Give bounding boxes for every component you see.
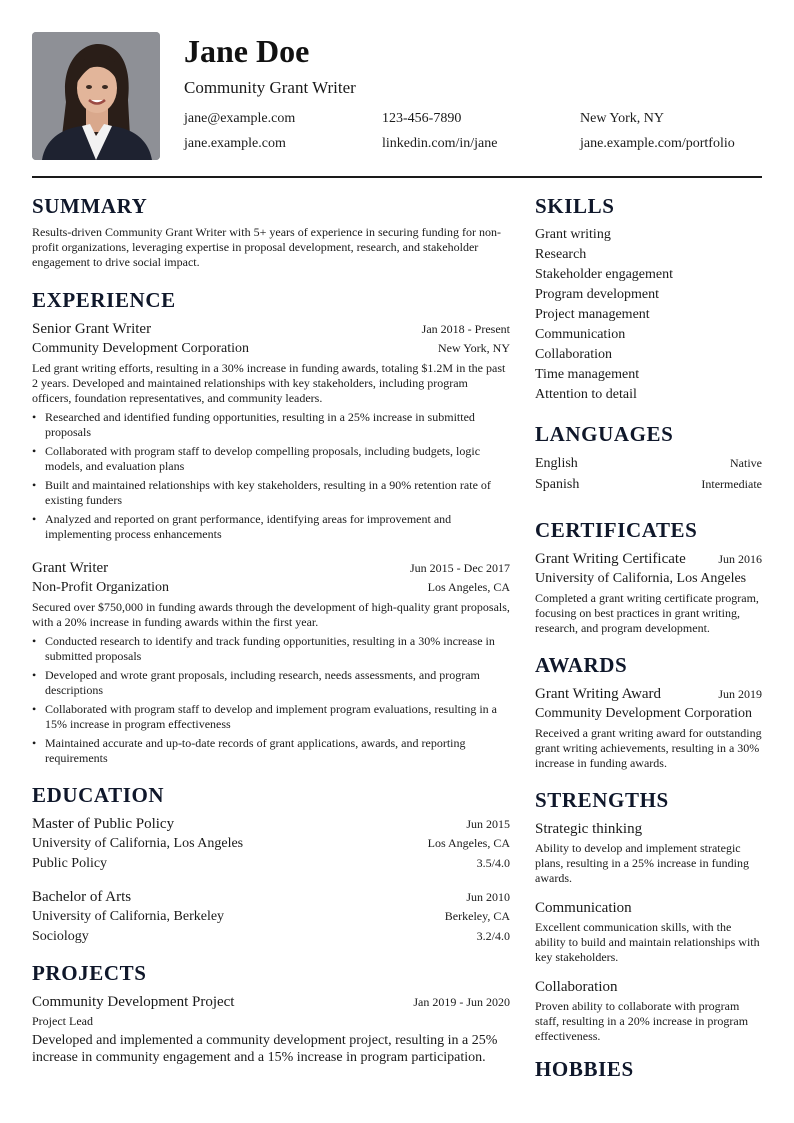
certificate-name: Grant Writing Certificate bbox=[535, 551, 686, 567]
projects-heading: PROJECTS bbox=[32, 961, 147, 985]
strengths-heading: STRENGTHS bbox=[535, 788, 669, 812]
company-name: Non-Profit Organization bbox=[32, 580, 169, 595]
job-title: Grant Writer bbox=[32, 560, 109, 576]
candidate-title: Community Grant Writer bbox=[184, 78, 356, 97]
experience-heading: EXPERIENCE bbox=[32, 288, 176, 312]
language-item bbox=[535, 453, 762, 474]
job-title: Senior Grant Writer bbox=[32, 321, 152, 337]
job-bullets bbox=[32, 410, 510, 542]
graduation-date: Jun 2010 bbox=[466, 890, 510, 904]
education-item bbox=[32, 814, 510, 874]
award-issuer: Community Development Corporation bbox=[535, 706, 752, 721]
language-level: Native bbox=[730, 456, 762, 470]
education-item bbox=[32, 887, 510, 947]
certificate-date: Jun 2016 bbox=[718, 552, 762, 566]
certificates-heading: CERTIFICATES bbox=[535, 518, 698, 542]
location: New York, NY bbox=[580, 111, 665, 126]
job-dates: Jan 2018 - Present bbox=[421, 322, 510, 336]
strength-name: Collaboration bbox=[535, 979, 618, 995]
education-heading: EDUCATION bbox=[32, 783, 165, 807]
project-name: Community Development Project bbox=[32, 994, 235, 1010]
job-summary: Secured over $750,000 in funding awards through the development of high-quality grant proposals, with a 20% increase in funding awards within the first year. bbox=[32, 600, 510, 629]
skill-item: Grant writing bbox=[535, 227, 611, 242]
summary-heading: SUMMARY bbox=[32, 194, 148, 218]
degree-name: Bachelor of Arts bbox=[32, 889, 132, 905]
field-of-study: Sociology bbox=[32, 929, 89, 944]
school-name: University of California, Berkeley bbox=[32, 909, 225, 924]
certificate-item bbox=[535, 549, 762, 636]
company-name: Community Development Corporation bbox=[32, 341, 249, 356]
skill-item: Attention to detail bbox=[535, 387, 637, 402]
project-role: Project Lead bbox=[32, 1014, 93, 1028]
job-location: Los Angeles, CA bbox=[427, 580, 510, 594]
gpa: 3.2/4.0 bbox=[476, 929, 510, 943]
language-level: Intermediate bbox=[701, 477, 762, 491]
award-description: Received a grant writing award for outstanding grant writing achievements, resulting in a 30% increase in funding awards. bbox=[535, 726, 762, 770]
job-location: New York, NY bbox=[437, 341, 510, 355]
language-item bbox=[535, 474, 762, 495]
project-item bbox=[32, 992, 510, 1066]
skill-item: Program development bbox=[535, 287, 660, 302]
certificate-issuer: University of California, Los Angeles bbox=[535, 571, 747, 586]
job-bullets bbox=[32, 634, 510, 766]
website-link[interactable]: jane.example.com bbox=[184, 136, 286, 151]
strength-description: Proven ability to collaborate with program staff, resulting in a 20% increase in program effectiveness. bbox=[535, 999, 749, 1043]
bullet-item: • Researched and identified funding opportunities, resulting in a 25% increase in submitted proposals bbox=[32, 410, 510, 440]
summary-text: Results-driven Community Grant Writer with 5+ years of experience in securing funding for non-profit organizations, leveraging expertise in proposal development, research, and stakeholder engagement to drive social impact. bbox=[32, 225, 501, 269]
strength-item bbox=[535, 977, 762, 1044]
language-name: English bbox=[535, 456, 578, 471]
project-description: Developed and implemented a community development project, resulting in a 25% increase in community engagement and a 15% increase in program participation. bbox=[32, 1033, 498, 1065]
skill-item: Time management bbox=[535, 367, 640, 382]
resume-header bbox=[32, 32, 762, 160]
award-date: Jun 2019 bbox=[718, 687, 762, 701]
skill-item: Stakeholder engagement bbox=[535, 267, 674, 282]
skill-item: Collaboration bbox=[535, 347, 612, 362]
school-location: Berkeley, CA bbox=[444, 909, 510, 923]
skill-item: Research bbox=[535, 247, 587, 262]
skill-item: Communication bbox=[535, 327, 626, 342]
field-of-study: Public Policy bbox=[32, 856, 108, 871]
contact-info bbox=[184, 109, 762, 153]
bullet-item: • Maintained accurate and up-to-date records of grant applications, awards, and reporting requirements bbox=[32, 736, 510, 766]
degree-name: Master of Public Policy bbox=[32, 816, 175, 832]
skills-list bbox=[535, 225, 762, 405]
bullet-item: • Analyzed and reported on grant performance, identifying areas for improvement and implementing process enhancements bbox=[32, 512, 510, 542]
right-column bbox=[535, 193, 762, 1088]
gpa: 3.5/4.0 bbox=[476, 856, 510, 870]
experience-item bbox=[32, 319, 510, 542]
email-link[interactable]: jane@example.com bbox=[184, 111, 296, 126]
language-name: Spanish bbox=[535, 477, 580, 492]
award-name: Grant Writing Award bbox=[535, 686, 662, 702]
portfolio-link[interactable]: jane.example.com/portfolio bbox=[580, 136, 735, 151]
bullet-item: • Built and maintained relationships with key stakeholders, resulting in a 90% retention rate of existing funders bbox=[32, 478, 510, 508]
school-name: University of California, Los Angeles bbox=[32, 836, 244, 851]
graduation-date: Jun 2015 bbox=[466, 817, 510, 831]
strength-name: Strategic thinking bbox=[535, 821, 643, 837]
award-item bbox=[535, 684, 762, 771]
bullet-item: • Collaborated with program staff to develop and implement program evaluations, resulting in a 15% increase in program effectiveness bbox=[32, 702, 510, 732]
hobbies-heading: HOBBIES bbox=[535, 1057, 634, 1081]
school-location: Los Angeles, CA bbox=[427, 836, 510, 850]
strength-name: Communication bbox=[535, 900, 632, 916]
strength-item bbox=[535, 819, 762, 886]
bullet-item: • Conducted research to identify and track funding opportunities, resulting in a 30% increase in submitted proposals bbox=[32, 634, 510, 664]
candidate-name: Jane Doe bbox=[184, 33, 310, 69]
job-dates: Jun 2015 - Dec 2017 bbox=[410, 561, 510, 575]
experience-item bbox=[32, 558, 510, 766]
awards-heading: AWARDS bbox=[535, 653, 628, 677]
profile-photo bbox=[32, 32, 160, 160]
left-column bbox=[32, 193, 510, 1066]
certificate-description: Completed a grant writing certificate program, focusing on best practices in grant writing, research, and program development. bbox=[535, 591, 759, 635]
skills-heading: SKILLS bbox=[535, 194, 615, 218]
job-summary: Led grant writing efforts, resulting in a 30% increase in funding awards, totaling $1.2M in the past 2 years. Developed and maintained relationships with key stakeholders, including program officers, foundation representatives, and community leaders. bbox=[32, 361, 506, 405]
bullet-item: • Developed and wrote grant proposals, including research, needs assessments, and program descriptions bbox=[32, 668, 510, 698]
languages-heading: LANGUAGES bbox=[535, 422, 674, 446]
linkedin-link[interactable]: linkedin.com/in/jane bbox=[382, 136, 498, 151]
bullet-item: • Collaborated with program staff to develop compelling proposals, including budgets, logic models, and evaluation plans bbox=[32, 444, 510, 474]
header-divider bbox=[32, 176, 762, 178]
phone-number: 123-456-7890 bbox=[382, 111, 462, 126]
strength-description: Ability to develop and implement strategic plans, resulting in a 25% increase in funding awards. bbox=[535, 841, 749, 885]
skill-item: Project management bbox=[535, 307, 650, 322]
languages-list bbox=[535, 453, 762, 495]
strength-item bbox=[535, 898, 762, 965]
project-dates: Jan 2019 - Jun 2020 bbox=[413, 995, 510, 1009]
strength-description: Excellent communication skills, with the ability to build and maintain relationships with key stakeholders. bbox=[535, 920, 760, 964]
